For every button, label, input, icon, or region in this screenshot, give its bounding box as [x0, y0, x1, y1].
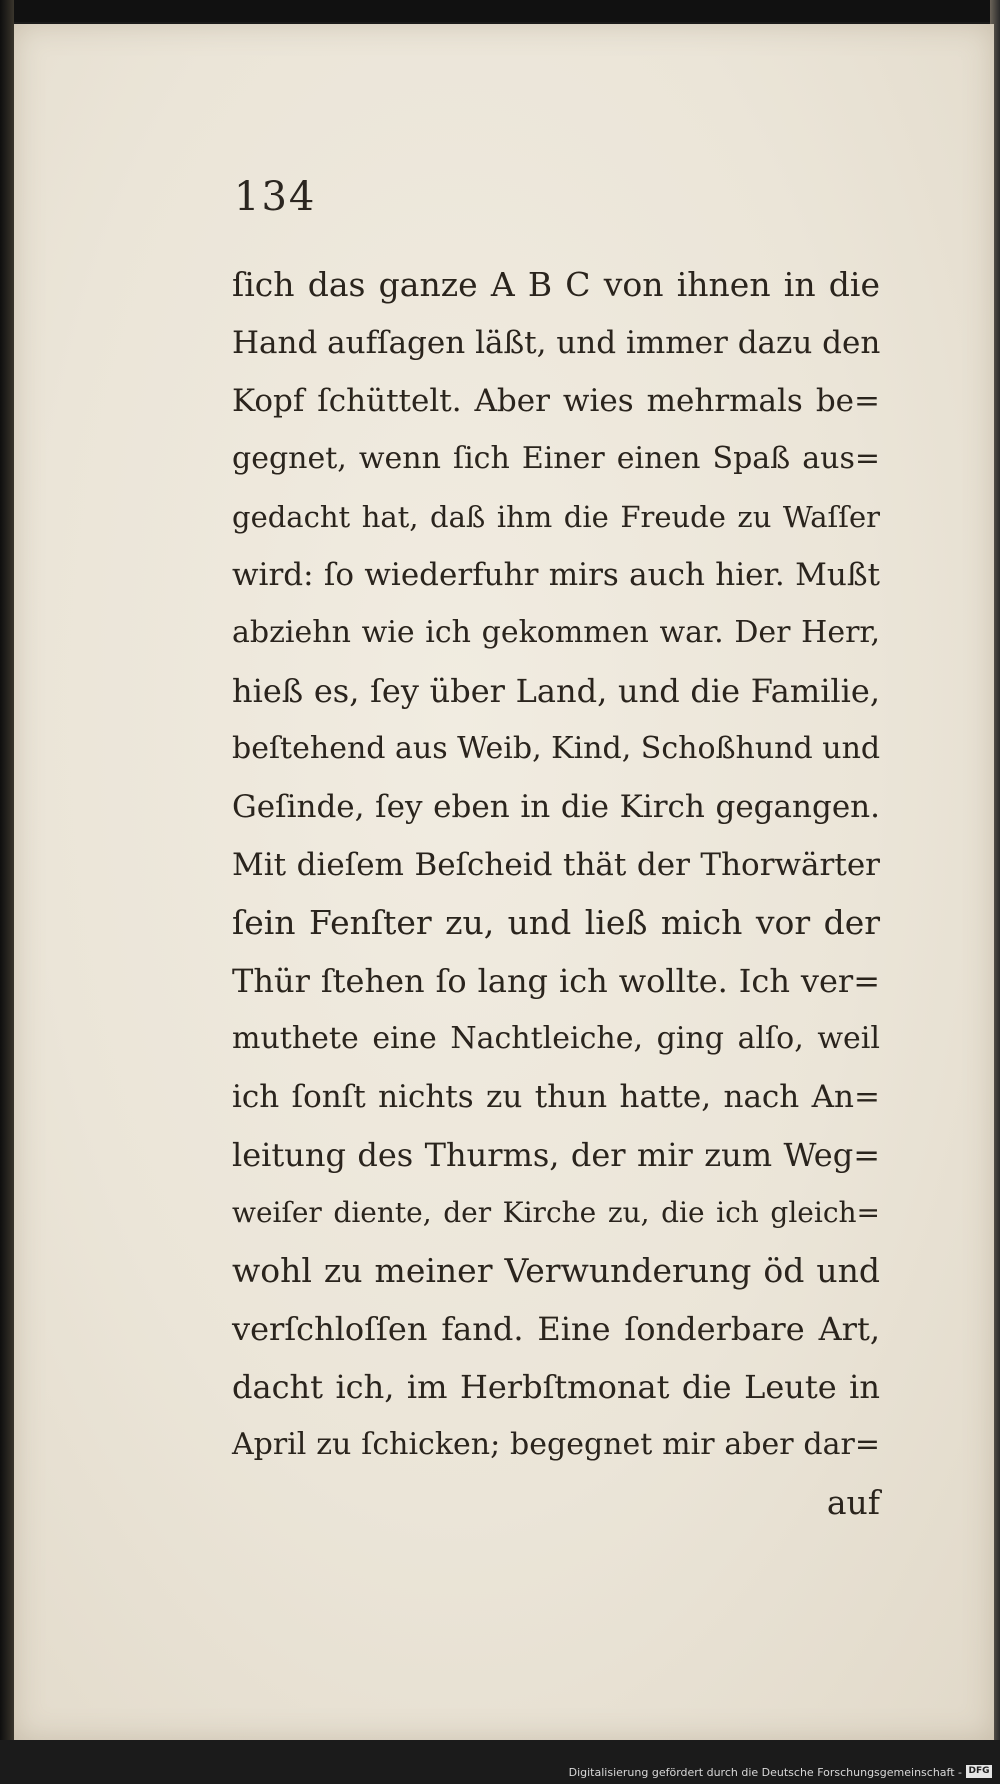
dfg-logo: DFG: [966, 1765, 992, 1778]
text-line: gegnet, wenn ſich Einer einen Spaß aus=: [232, 441, 880, 476]
page-number: 134: [234, 174, 317, 220]
text-line: verſchloſſen fand. Eine ſonderbare Art,: [232, 1310, 880, 1348]
catchword: auf: [826, 1483, 880, 1522]
page-text-block: [232, 256, 880, 1532]
book-page: [14, 24, 994, 1740]
digitization-credit: Digitalisierung gefördert durch die Deutsche Forschungsgemeinschaft -: [568, 1766, 962, 1779]
text-line: Kopf ſchüttelt. Aber wies mehrmals be=: [232, 383, 880, 419]
text-line: wohl zu meiner Verwunderung öd und: [232, 1251, 880, 1290]
text-line: ich ſonſt nichts zu thun hatte, nach An=: [232, 1079, 880, 1115]
text-line: Geſinde, ſey eben in die Kirch gegangen.: [232, 789, 880, 825]
text-line: dacht ich, im Herbſtmonat die Leute in: [232, 1368, 880, 1406]
scan-top-border: [0, 0, 1000, 22]
text-line: gedacht hat, daß ihm die Freude zu Waſſer: [232, 500, 880, 534]
text-line: Thür ſtehen ſo lang ich wollte. Ich ver=: [232, 962, 880, 1000]
text-line: abziehn wie ich gekommen war. Der Herr,: [232, 615, 880, 650]
text-line: hieß es, ſey über Land, und die Familie,: [232, 672, 880, 710]
text-line: beſtehend aus Weib, Kind, Schoßhund und: [232, 731, 881, 766]
text-line: muthete eine Nachtleiche, ging alſo, weil: [232, 1021, 880, 1056]
scan-left-border: [0, 0, 14, 1784]
text-line: ſich das ganze A B C von ihnen in die: [232, 265, 880, 304]
text-line: leitung des Thurms, der mir zum Weg=: [232, 1136, 880, 1174]
text-line: Hand aufſagen läßt, und immer dazu den: [232, 325, 881, 361]
text-line: weiſer diente, der Kirche zu, die ich gleich=: [232, 1196, 880, 1229]
text-line: April zu ſchicken; begegnet mir aber dar=: [232, 1427, 880, 1462]
text-line: Mit dieſem Beſcheid thät der Thorwärter: [232, 847, 880, 883]
text-line: ſein Fenſter zu, und ließ mich vor der: [232, 903, 880, 942]
text-line: wird: ſo wiederfuhr mirs auch hier. Mußt: [232, 557, 880, 593]
